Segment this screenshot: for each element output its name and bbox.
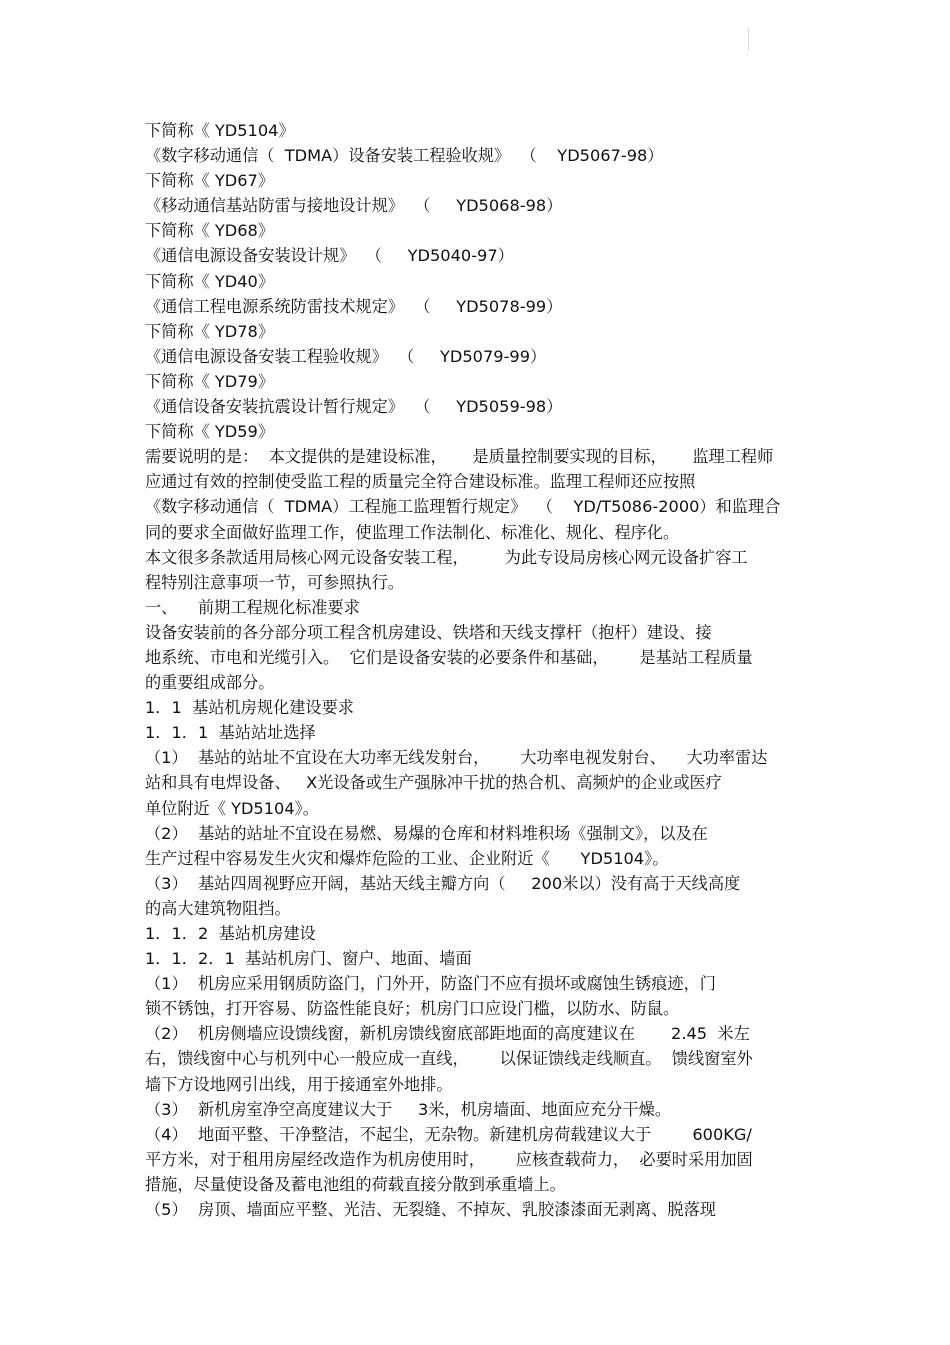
text-line: 下简称《 YD5104》 [145,121,295,140]
text-line: 《移动通信基站防雷与接地设计规》 （ YD5068-98） [145,196,563,216]
text-line: （2） 机房侧墙应设馈线窗，新机房馈线窗底部距地面的高度建议在 2.45 米左 [145,1024,750,1044]
text-line: 下简称《 YD40》 [145,271,275,291]
text-line: （5） 房顶、墙面应平整、光洁、无裂缝、不掉灰、乳胶漆漆面无剥离、脱落现 [145,1200,716,1220]
text-line: 应通过有效的控制使受监工程的质量完全符合建设标准。监理工程师还应按照 [145,472,696,492]
text-line: 《通信设备安装抗震设计暂行规定》 （ YD5059-98） [145,397,563,417]
document-body [145,118,815,1222]
text-line: 的重要组成部分。 [145,673,275,693]
text-line: （1） 机房应采用钢质防盗门，门外开，防盗门不应有损坏或腐蚀生锈痕迹，门 [145,974,716,994]
text-line: （3） 基站四周视野应开阔，基站天线主瓣方向（ 200米以）没有高于天线高度 [145,873,741,893]
text-line: 墙下方设地网引出线，用于接通室外地排。 [145,1074,453,1094]
text-line: 单位附近《 YD5104》。 [145,798,319,818]
text-line: 《数字移动通信（ TDMA）设备安装工程验收规》 （ YD5067-98） [145,146,664,166]
text-line: 下简称《 YD78》 [145,321,275,341]
text-line: （4） 地面平整、干净整洁，不起尘，无杂物。新建机房荷载建议大于 600KG/ [145,1124,752,1144]
text-line: 下简称《 YD67》 [145,171,275,191]
text-line: 生产过程中容易发生火灾和爆炸危险的工业、企业附近《 YD5104》。 [145,848,669,868]
text-line: 下简称《 YD79》 [145,371,275,391]
text-line: 1．1．1 基站站址选择 [145,723,316,743]
text-line: 锁不锈蚀，打开容易、防盗性能良好；机房门口应设门槛，以防水、防鼠。 [145,999,680,1019]
page-corner-mark [748,28,749,50]
text-line: 下简称《 YD59》 [145,422,275,442]
text-line: 措施，尽量使设备及蓄电池组的荷载直接分散到承重墙上。 [145,1174,566,1194]
text-line: 地系统、市电和光缆引入。 它们是设备安装的必要条件和基础， 是基站工程质量 [145,647,753,667]
text-line: 《数字移动通信（ TDMA）工程施工监理暂行规定》 （ YD/T5086-2000）和监理合 [145,497,781,517]
text-line: 1．1．2 基站机房建设 [145,924,316,943]
text-line: 的高大建筑物阻挡。 [145,898,291,918]
text-line: 程特别注意事项一节，可参照执行。 [145,572,404,592]
text-line: 同的要求全面做好监理工作，使监理工作法制化、标准化、规化、程序化。 [145,522,680,542]
text-line: （1） 基站的站址不宜设在大功率无线发射台， 大功率电视发射台、 大功率雷达 [145,748,768,768]
text-line: 平方米，对于租用房屋经改造作为机房使用时， 应核查载荷力， 必要时采用加固 [145,1149,753,1169]
text-line: 需要说明的是： 本文提供的是建设标准， 是质量控制要实现的目标， 监理工程师 [145,447,774,467]
text-line: 一、 前期工程规化标准要求 [145,597,360,617]
text-line: 下简称《 YD68》 [145,221,275,241]
text-line: 《通信工程电源系统防雷技术规定》 （ YD5078-99） [145,296,563,316]
text-line: 设备安装前的各分部分项工程含机房建设、铁塔和天线支撑杆（抱杆）建设、接 [145,622,712,642]
text-line: 《通信电源设备安装工程验收规》 （ YD5079-99） [145,346,547,366]
text-line: 1．1．2．1 基站机房门、窗户、地面、墙面 [145,949,472,969]
text-line: （3） 新机房室净空高度建议大于 3米，机房墙面、地面应充分干燥。 [145,1099,672,1119]
text-line: （2） 基站的站址不宜设在易燃、易爆的仓库和材料堆积场《强制文》，以及在 [145,823,708,843]
text-line: 站和具有电焊设备、 X光设备或生产强脉冲干扰的热合机、高频炉的企业或医疗 [145,773,722,793]
text-line: 本文很多条款适用局核心网元设备安装工程， 为此专设局房核心网元设备扩容工 [145,547,748,567]
text-line: 《通信电源设备安装设计规》 （ YD5040-97） [145,246,514,266]
text-line: 1．1 基站机房规化建设要求 [145,698,354,718]
text-line: 右，馈线窗中心与机列中心一般应成一直线， 以保证馈线走线顺直。 馈线窗室外 [145,1049,753,1069]
